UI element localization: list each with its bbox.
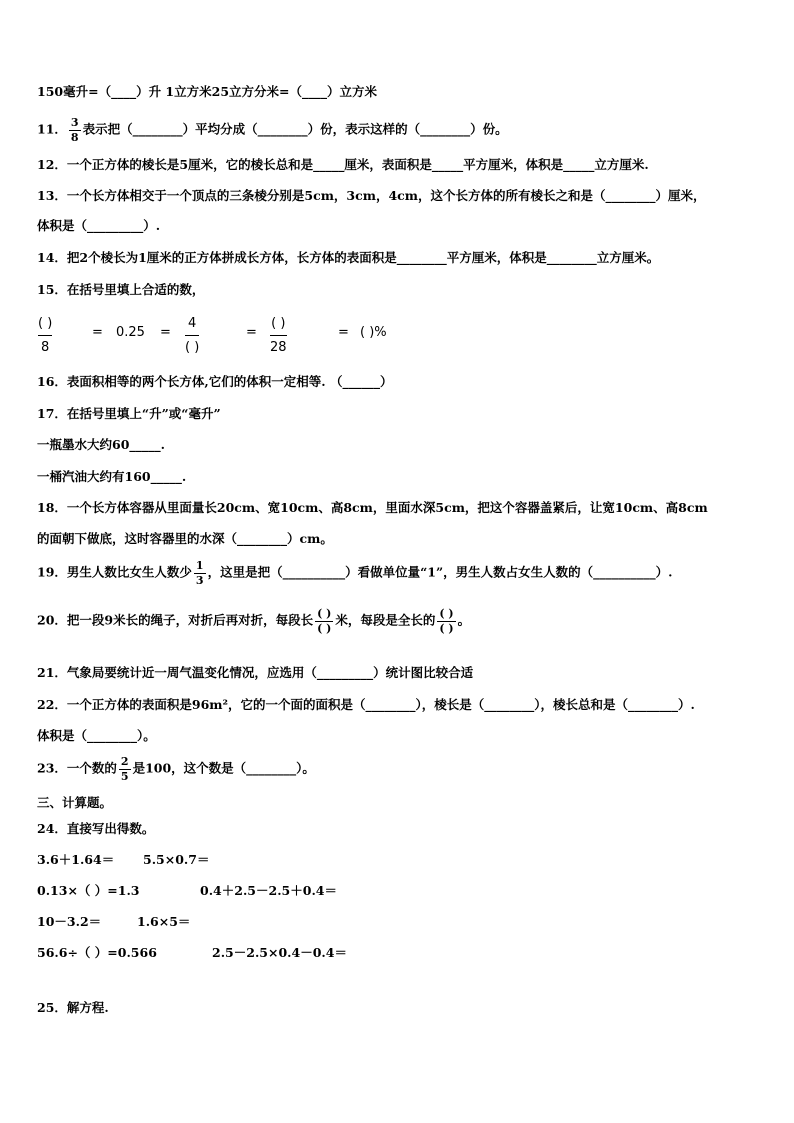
q15-f2-num: 4 bbox=[188, 316, 197, 331]
q20-fraction-b-den: ( ) bbox=[439, 621, 454, 635]
q21-line: 21．气象局要统计近一周气温变化情况，应选用（_________）统计图比较合适 bbox=[37, 665, 474, 680]
calc-4a: 56.6÷（ ）=0.566 bbox=[37, 945, 157, 960]
q23-text-b: 是100，这个数是（________）。 bbox=[132, 760, 315, 776]
q11-fraction-num: 3 bbox=[70, 116, 79, 129]
q22-line-b: 体积是（________）。 bbox=[37, 728, 156, 743]
q25-line: 25．解方程. bbox=[37, 1000, 109, 1015]
q18-line-a: 18．一个长方体容器从里面量长20cm、宽10cm、高8cm，里面水深5cm，把这个容器盖紧后，让宽10cm、高8cm bbox=[37, 500, 708, 515]
q15-percent: ( )% bbox=[360, 325, 387, 340]
q11-fraction bbox=[69, 117, 81, 143]
q11-fraction-den: 8 bbox=[70, 130, 79, 144]
q15-value: 0.25 bbox=[116, 325, 145, 340]
calc-1a: 3.6＋1.64＝ bbox=[37, 852, 115, 867]
fraction-bar bbox=[270, 335, 287, 336]
section-3-heading: 三、计算题。 bbox=[37, 795, 113, 810]
q17-line: 17．在括号里填上“升”或“毫升” bbox=[37, 406, 221, 421]
calc-3a: 10－3.2＝ bbox=[37, 914, 102, 929]
q20-fraction-a bbox=[315, 608, 333, 634]
q19-fraction-den: 3 bbox=[195, 573, 204, 587]
q17-line-a: 一瓶墨水大约60_____. bbox=[37, 437, 165, 452]
q15-eq3: = bbox=[246, 325, 257, 340]
q20-fraction-b-num: ( ) bbox=[439, 607, 454, 620]
q19-text-b: ，这里是把（__________）看做单位量“1”，男生人数占女生人数的（__________）. bbox=[207, 564, 673, 580]
q19-fraction-num: 1 bbox=[195, 559, 204, 572]
q15-f1-num: ( ) bbox=[38, 316, 53, 331]
q20-text-c: 。 bbox=[457, 612, 471, 628]
q10-line: 150毫升=（____）升 1立方米25立方分米=（____）立方米 bbox=[37, 84, 377, 99]
q19-fraction bbox=[194, 560, 206, 586]
q11-line bbox=[37, 117, 508, 143]
q14-line: 14．把2个棱长为1厘米的正方体拼成长方体，长方体的表面积是________平方厘米，体积是________立方厘米。 bbox=[37, 250, 660, 265]
calc-2b: 0.4＋2.5－2.5＋0.4＝ bbox=[200, 883, 337, 898]
q17-line-b: 一桶汽油大约有160_____. bbox=[37, 469, 187, 484]
q15-f1-den: 8 bbox=[41, 340, 50, 355]
q20-fraction-a-num: ( ) bbox=[317, 607, 332, 620]
q15-eq1: = bbox=[92, 325, 103, 340]
q23-fraction bbox=[119, 756, 131, 782]
q13-line-b: 体积是（_________）. bbox=[37, 218, 161, 233]
q23-fraction-num: 2 bbox=[120, 755, 129, 768]
q24-line: 24．直接写出得数。 bbox=[37, 821, 155, 836]
q12-line: 12．一个正方体的棱长是5厘米，它的棱长总和是_____厘米，表面积是_____平方厘米，体积是_____立方厘米. bbox=[37, 157, 649, 172]
calc-2a: 0.13×（ ）=1.3 bbox=[37, 883, 140, 898]
q18-line-b: 的面朝下做底，这时容器里的水深（________）cm。 bbox=[37, 531, 333, 546]
q15-fraction-1 bbox=[38, 316, 52, 355]
calc-1b: 5.5×0.7＝ bbox=[143, 852, 210, 867]
q15-fraction-2 bbox=[185, 316, 199, 355]
q23-fraction-den: 5 bbox=[120, 769, 129, 783]
q15-eq2: = bbox=[160, 325, 171, 340]
q15-line: 15．在括号里填上合适的数， bbox=[37, 282, 205, 297]
q15-fraction-3 bbox=[270, 316, 287, 355]
q15-f3-den: 28 bbox=[270, 340, 287, 355]
fraction-bar bbox=[38, 335, 52, 336]
q13-line-a: 13．一个长方体相交于一个顶点的三条棱分别是5cm，3cm，4cm，这个长方体的所有棱长之和是（________）厘米， bbox=[37, 188, 706, 203]
q19-text-a: 19．男生人数比女生人数少 bbox=[37, 564, 192, 580]
q20-line bbox=[37, 608, 470, 634]
q16-line: 16．表面积相等的两个长方体,它们的体积一定相等. （______） bbox=[37, 374, 393, 389]
calc-3b: 1.6×5＝ bbox=[137, 914, 191, 929]
q19-line bbox=[37, 560, 673, 586]
q22-line-a: 22．一个正方体的表面积是96m²，它的一个面的面积是（________），棱长是（________），棱长总和是（________）. bbox=[37, 697, 695, 712]
q23-line bbox=[37, 756, 315, 782]
q20-fraction-a-den: ( ) bbox=[317, 621, 332, 635]
q11-number: 11． bbox=[37, 121, 67, 137]
q15-f2-den: ( ) bbox=[185, 340, 200, 355]
q20-fraction-b bbox=[437, 608, 455, 634]
q20-text-b: 米，每段是全长的 bbox=[335, 612, 436, 628]
q15-f3-num: ( ) bbox=[271, 316, 286, 331]
fraction-bar bbox=[185, 335, 199, 336]
q15-eq4: = bbox=[338, 325, 349, 340]
calc-4b: 2.5－2.5×0.4－0.4＝ bbox=[212, 945, 347, 960]
q23-text-a: 23．一个数的 bbox=[37, 760, 117, 776]
q11-text: 表示把（________）平均分成（________）份，表示这样的（________）份。 bbox=[82, 121, 508, 137]
q20-text-a: 20．把一段9米长的绳子，对折后再对折，每段长 bbox=[37, 612, 314, 628]
